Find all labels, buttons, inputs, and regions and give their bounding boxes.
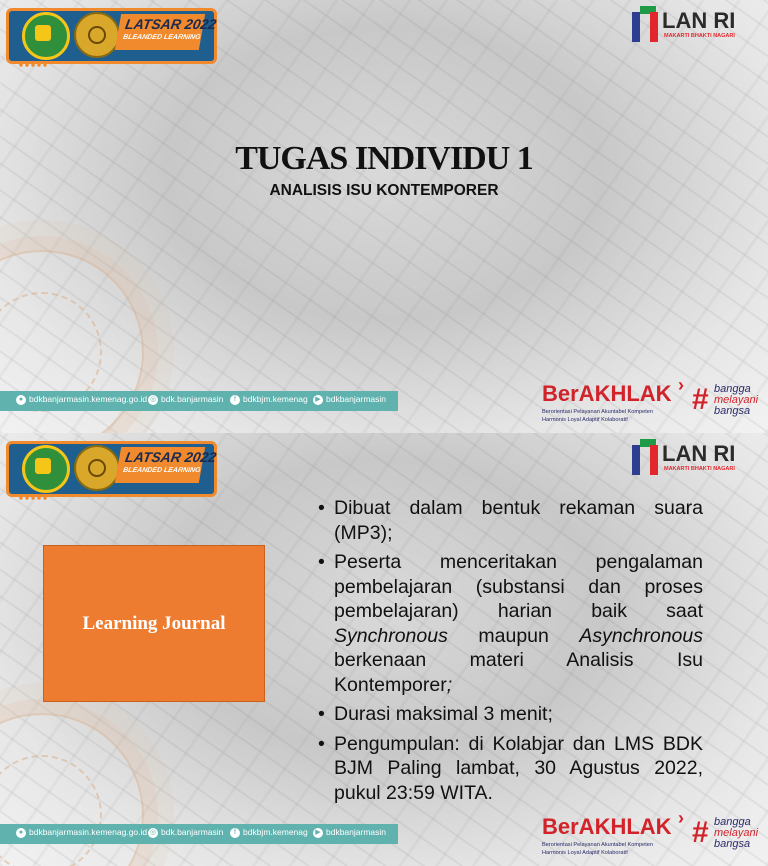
berakhlak-logo [542, 375, 762, 429]
social-bar [0, 391, 398, 411]
dots-ornament [18, 62, 48, 68]
berakhlak-word: BerAKHLAK [542, 381, 672, 406]
berakhlak-values-1: Berorientasi Pelayanan Akuntabel Kompeten [542, 409, 654, 415]
slide-learning-journal [0, 433, 768, 866]
lan-ri-name: LAN RI [662, 441, 736, 466]
latsar-badge [115, 14, 218, 50]
latsar-title: LATSAR 2022 [124, 449, 218, 465]
latsar-banner [0, 433, 218, 499]
lan-ri-logo [632, 6, 758, 46]
list-item: • Peserta menceritakan pengalaman pembelajaran (substansi dan proses pembelajaran) harian baik saat Synchronous maupun Asynchronous berkenaan materi Analisis Isu Kontemporer; [318, 550, 703, 697]
berakhlak-values-1: Berorientasi Pelayanan Akuntabel Kompeten [542, 842, 654, 848]
kemenag-logo-icon [22, 12, 70, 60]
list-item: • Pengumpulan: di Kolabjar dan LMS BDK BJM Paling lambat, 30 Agustus 2022, pukul 23:59 WITA. [318, 732, 703, 806]
youtube-icon: ▶ [313, 828, 323, 838]
seal-logo-icon [74, 12, 120, 58]
list-item: • Dibuat dalam bentuk rekaman suara (MP3); [318, 496, 703, 545]
page-title: TUGAS INDIVIDU 1 [235, 140, 533, 177]
facebook-icon: f [230, 395, 240, 405]
globe-icon: ● [16, 395, 26, 405]
social-instagram[interactable]: ◎ bdk.banjarmasin [149, 394, 224, 404]
lan-ri-tagline: MAKARTI BHAKTI NAGARI [664, 466, 735, 472]
latsar-subtitle: BLEANDED LEARNING [122, 34, 202, 41]
social-youtube[interactable]: ▶ bdkbanjarmasin [313, 827, 386, 838]
tag-melayani: melayani [714, 394, 759, 406]
youtube-icon: ▶ [313, 395, 323, 405]
seal-logo-icon [74, 445, 120, 491]
globe-icon: ● [16, 828, 26, 838]
tag-bangga: bangga [714, 383, 751, 395]
dots-ornament [18, 495, 48, 501]
social-bar [0, 824, 398, 844]
lan-ri-tagline: MAKARTI BHAKTI NAGARI [664, 33, 735, 39]
bullet-list [318, 496, 703, 810]
instagram-icon: ◎ [149, 828, 157, 836]
chevron-icon: › [678, 375, 684, 395]
social-facebook[interactable]: f bdkbjm.kemenag [230, 827, 308, 838]
berakhlak-values-2: Harmonis Loyal Adaptif Kolaboratif [542, 417, 628, 423]
latsar-title: LATSAR 2022 [124, 16, 218, 32]
tag-bangga: bangga [714, 816, 751, 828]
berakhlak-word: BerAKHLAK [542, 814, 672, 839]
social-website[interactable]: ● bdkbanjarmasin.kemenag.go.id [16, 827, 147, 838]
latsar-subtitle: BLEANDED LEARNING [122, 467, 202, 474]
hashtag-icon: # [692, 383, 709, 416]
learning-journal-box [43, 545, 265, 702]
tag-melayani: melayani [714, 827, 759, 839]
lan-ri-mark-icon [632, 6, 660, 42]
hashtag-icon: # [692, 816, 709, 849]
kemenag-logo-icon [22, 445, 70, 493]
list-item: • Durasi maksimal 3 menit; [318, 702, 703, 727]
page-subtitle: ANALISIS ISU KONTEMPORER [269, 182, 499, 199]
tag-bangsa: bangsa [714, 838, 751, 850]
instagram-icon: ◎ [149, 395, 157, 403]
berakhlak-values-2: Harmonis Loyal Adaptif Kolaboratif [542, 850, 628, 856]
chevron-icon: › [678, 808, 684, 828]
lan-ri-mark-icon [632, 439, 660, 475]
social-instagram[interactable]: ◎ bdk.banjarmasin [149, 827, 224, 837]
latsar-banner [0, 0, 218, 66]
lan-ri-logo [632, 439, 758, 479]
latsar-badge [115, 447, 218, 483]
learning-journal-label: Learning Journal [82, 613, 226, 634]
social-youtube[interactable]: ▶ bdkbanjarmasin [313, 394, 386, 405]
berakhlak-logo [542, 808, 762, 862]
facebook-icon: f [230, 828, 240, 838]
tag-bangsa: bangsa [714, 405, 751, 417]
social-facebook[interactable]: f bdkbjm.kemenag [230, 394, 308, 405]
social-website[interactable]: ● bdkbanjarmasin.kemenag.go.id [16, 394, 147, 405]
lan-ri-name: LAN RI [662, 8, 736, 33]
